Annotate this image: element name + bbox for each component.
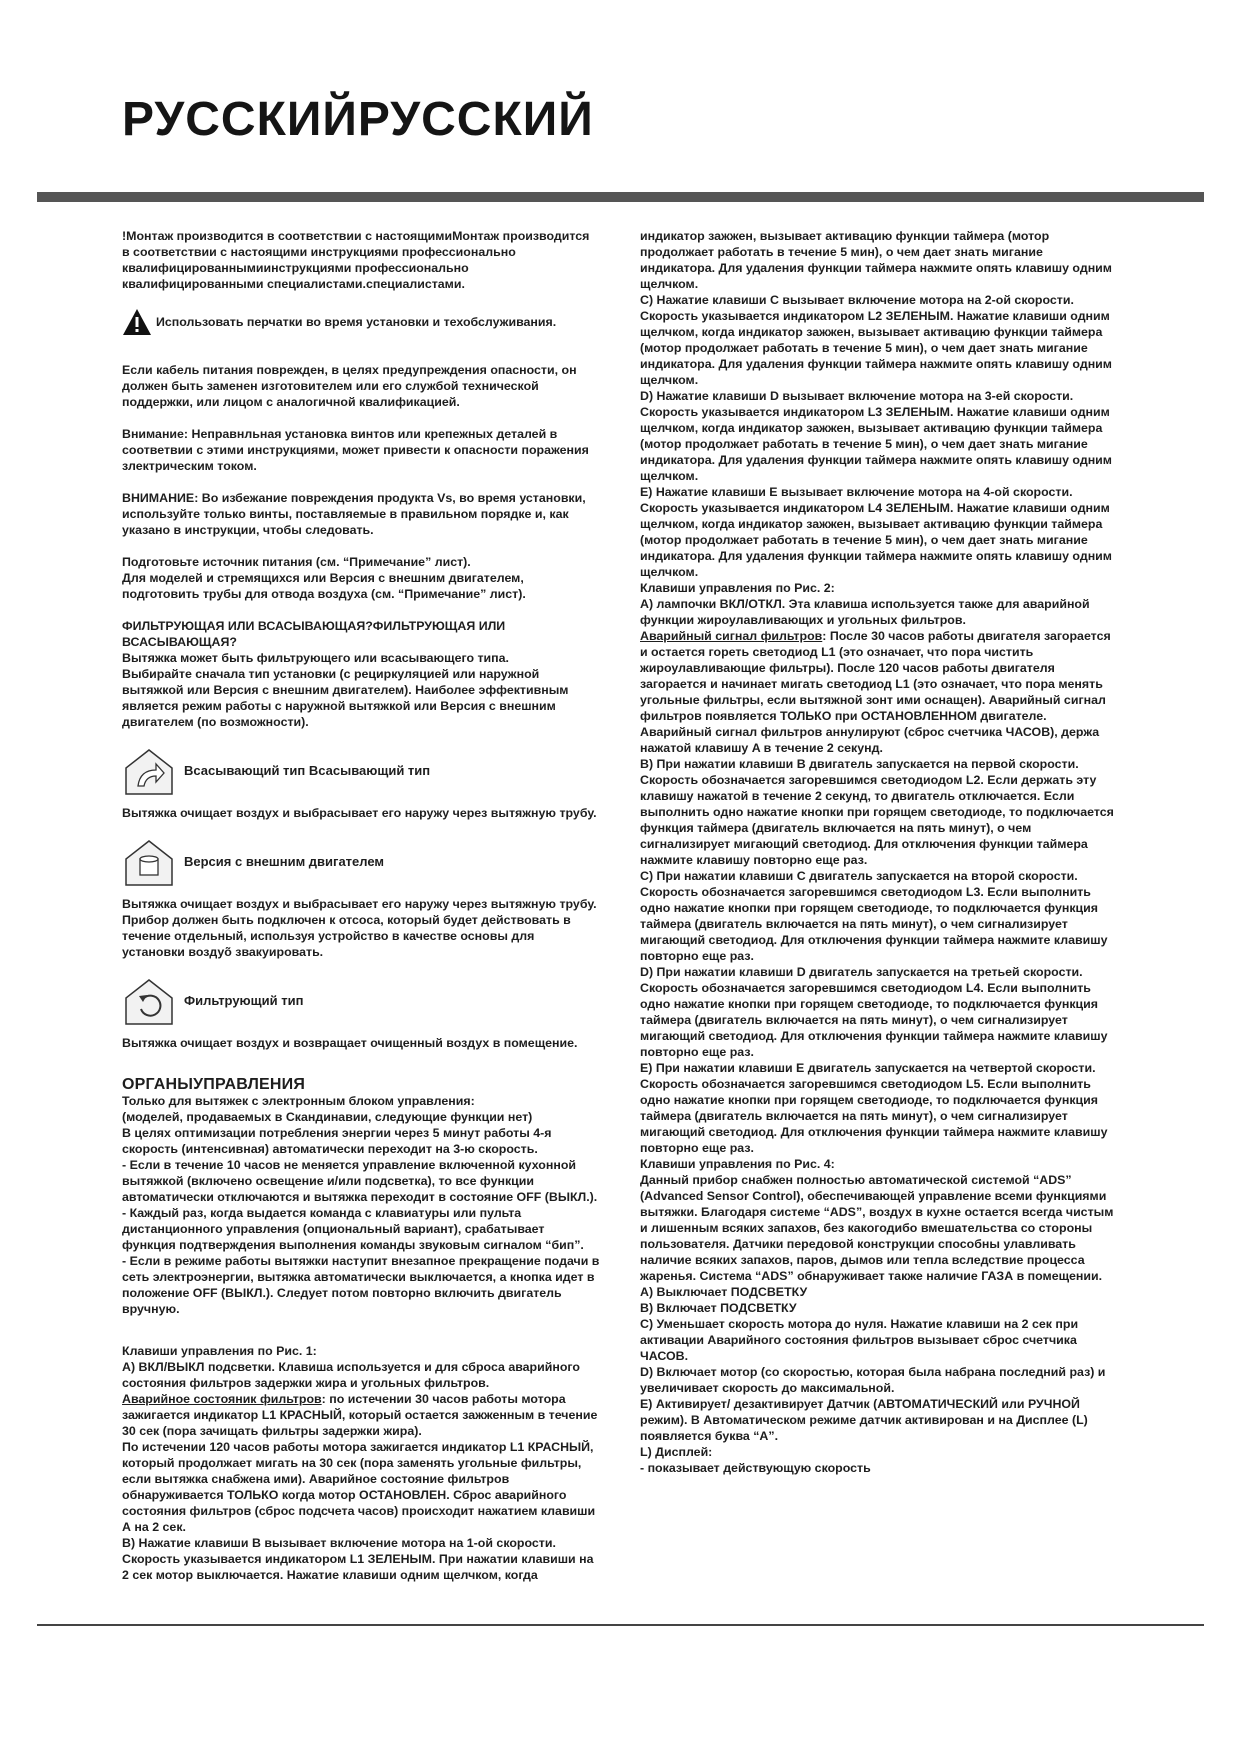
fig4-b-text: Включает ПОДСВЕТКУ [653, 1301, 797, 1315]
fig4-key-a [640, 1284, 1115, 1300]
fig1-heading: Клавиши управления по Рис. 1: [122, 1344, 317, 1358]
controls-10h: - Если в течение 10 часов не меняется управление включенной кухонной вытяжкой (включено освещение и/или подсветка), то все функции автоматически отключаются и вытяжка переходит в состояние OFF (ВЫКЛ.). [122, 1158, 598, 1204]
suction-type-label: Всасывающий тип Всасывающий тип [184, 763, 431, 778]
fig2-key-e [640, 1060, 1115, 1156]
filtering-type-text: Вытяжка очищает воздух и возвращает очищенный воздух в помещение. [122, 1036, 578, 1050]
fig4-a-label: A) [640, 1285, 654, 1299]
controls-power: - Если в режиме работы вытяжки наступит внезапное прекращение подачи в сеть электроэнергии, вытяжка автоматически выключается, а кнопка идет в положение OFF (ВЫКЛ.). Следует потом повторно включить двигатель вручную. [122, 1254, 600, 1316]
fig2-key-c [640, 868, 1115, 964]
fig1-alarm-text: : по истечении 30 часов работы мотора зажигается индикатор L1 КРАСНЫЙ, который остается зажженным в течение 30 сек (пора зачищать фильтры задержки жира). [122, 1392, 598, 1438]
gloves-text: Использовать перчатки во время установки и техобслуживания. [156, 315, 557, 329]
fig1-key-a [122, 1359, 600, 1391]
gloves-warning [122, 308, 600, 336]
suction-type-icon [122, 746, 176, 796]
fig1-b-text: Нажатие клавиши B вызывает включение мотора на 1-ой скорости. Скорость указывается индикатором L1 ЗЕЛЕНЫМ. При нажатии клавиши на 2 сек мотор выключается. Нажатие клавиши одним щелчком, когда [122, 1536, 594, 1582]
fig2-b-label: B) [640, 757, 654, 771]
fig2-alarm-text: : После 30 часов работы двигателя загорается и остается гореть светодиод L1 (это означает, что пора чистить жироулавливающие фильтры). После 120 часов работы двигателя загорается и начинает мигать светодиод L1 (это означает, что пора менять угольные фильтры, если вытяжной зонт ими оснащен). Аварийный сигнал фильтров появляется ТОЛЬКО при ОСТАНОВЛЕННОМ двигателе. Аварийный сигнал фильтров аннулируют (сброс счетчика ЧАСОВ), держа нажатой клавишу A в течение 2 секунд. [640, 629, 1111, 755]
fig4-heading: Клавиши управления по Рис. 4: [640, 1157, 835, 1171]
external-motor-label: Версия с внешним двигателем [184, 854, 385, 869]
external-motor-row [122, 837, 600, 887]
screws-warning-paragraph: Внимание: Неправнльная установка винтов или крепежных деталей в соответвии с этими инструкциями, может привести к опасности поражения злектрическим током. [122, 427, 589, 473]
fig2-heading: Клавиши управления по Рис. 2: [640, 581, 835, 595]
fig2-a-text: лампочки ВКЛ/ОТКЛ. Эта клавиша используется также для аварийной функции жироулавливающих и угольных фильтров. [640, 597, 1090, 627]
header-rule [37, 192, 1204, 202]
external-motor-text: Вытяжка очищает воздух и выбрасывает его наружу через вытяжную трубу. Прибор должен быть подключен к отсоса, который будет действовать в течение отдельный, используя устройство в качестве основы для установки воздуõ звакуировать. [122, 897, 597, 959]
fig4-key-e [640, 1396, 1115, 1444]
cable-paragraph: Если кабель питания поврежден, в целях предупреждения опасности, он должен быть заменен изготовителем или его службой технической поддержки, или лицом с аналогичной квалификацией. [122, 363, 577, 409]
fig1-key-d [640, 388, 1115, 484]
suction-type-text: Вытяжка очищает воздух и выбрасывает его наружу через вытяжную трубу. [122, 806, 597, 820]
footer-rule [37, 1624, 1204, 1626]
fig2-a-label: A) [640, 597, 654, 611]
fig1-b-continuation: индикатор зажжен, вызывает активацию функции таймера (мотор продолжает работать в течение 5 мин), о чем дает знать мигание индикатора. Для удаления функции таймера нажмите опять клавишу одним щелчком. [640, 229, 1112, 291]
power-paragraph-1: Подготовьте источник питания (см. “Примечание” лист). [122, 555, 471, 569]
filter-text-2: Выбирайте сначала тип установки (с рециркуляцией или наружной вытяжкой или Версия с внешним двигателем). Наиболее эффективным является режим работы с наружной вытяжкой или Версия с внешним двигателем (по возможности). [122, 667, 569, 729]
fig2-b-text: При нажатии клавиши B двигатель запускается на первой скорости. Скорость обозначается загоревшимся светодиодом L2. Если держать эту клавишу нажатой в течение 2 секунд, то двигатель отключается. Если выполнить одно нажатие кнопки при горящем светодиоде, то подключается функция таймера (двигатель включается на пять минут), о чем сигнализирует мигающий светодиод. Для отключения функции таймера нажмите клавишу повторно еще раз. [640, 757, 1114, 867]
fig2-d-label: D) [640, 965, 654, 979]
fig4-d-text: Включает мотор (со скоростью, которая была набрана последний раз) и увеличивает скорость до максимальной. [640, 1365, 1106, 1395]
fig1-d-label: D) [640, 389, 654, 403]
page-title: РУССКИЙРУССКИЙ [122, 93, 594, 146]
suction-type-row [122, 746, 600, 796]
fig2-c-label: C) [640, 869, 654, 883]
fig2-e-text: При нажатии клавиши E двигатель запускается на четвертой скорости. Скорость обозначается загоревшимся светодиодом L5. Если выполнить одно нажатие кнопки при горящем светодиоде, то подключается функция таймера (двигатель включается на пять минут), о чем сигнализирует мигающий светодиод. Для отключения функции таймера нажмите клавишу повторно еще раз. [640, 1061, 1108, 1155]
fig1-alarm [122, 1391, 600, 1439]
fig2-key-d [640, 964, 1115, 1060]
fig4-c-label: C) [640, 1317, 654, 1331]
controls-energy: В целях оптимизации потребления энергии через 5 минут работы 4-я скорость (интенсивная) автоматически переходит на 3-ю скорость. [122, 1126, 552, 1156]
fig4-key-c [640, 1316, 1115, 1364]
fig1-d-text: Нажатие клавиши D вызывает включение мотора на 3-ей скорости. Скорость указывается индикатором L3 ЗЕЛЕНЫМ. Нажатие клавиши одним щелчком, когда индикатор зажжен, вызывает активацию функции таймера (мотор продолжает работать в течение 5 мин), о чем дает знать мигание индикатора. Для удаления функции таймера нажмите опять клавишу одним щелчком. [640, 389, 1112, 483]
controls-models: (моделей, продаваемых в Скандинавии, следующие функции нет) [122, 1110, 533, 1124]
fig1-key-c [640, 292, 1115, 388]
fig1-key-e [640, 484, 1115, 580]
fig2-e-label: E) [640, 1061, 653, 1075]
fig4-l-item: - показывает действующую скорость [640, 1461, 871, 1475]
controls-beep: - Каждый раз, когда выдается команда с клавиатуры или пульта дистанционного управления (опциональный вариант), срабатывает функция подтверждения выполнения команды звуковым сигналом “бип”. [122, 1206, 584, 1252]
filtering-type-icon [122, 976, 176, 1026]
controls-heading: ОРГАНЫУПРАВЛЕНИЯ [122, 1076, 306, 1093]
fig2-alarm [640, 628, 1115, 756]
fig4-d-label: D) [640, 1365, 654, 1379]
fig4-l-text: Дисплей: [651, 1445, 713, 1459]
power-paragraph-2: Для моделей и стремящихся или Версия с внешним двигателем, подготовить трубы для отвода воздуха (см. “Примечание” лист). [122, 571, 526, 601]
intro-paragraph: !Монтаж производится в соответствии с настоящимиМонтаж производится в соответствии с настоящими инструкциями профессионально квалифицированнымиинструкциями профессионально квалифицированными специалистами.специалистами. [122, 229, 590, 291]
fig4-c-text: Уменьшает скорость мотора до нуля. Нажатие клавиши на 2 сек при активации Аварийного состояния фильтров вызывает сброс счетчика ЧАСОВ. [640, 1317, 1079, 1363]
fig4-a-text: Выключает ПОДСВЕТКУ [653, 1285, 808, 1299]
fig4-key-d [640, 1364, 1115, 1396]
filter-text-1: Вытяжка может быть фильтрующего или всасывающего типа. [122, 651, 509, 665]
filtering-type-label: Фильтрующий тип [184, 993, 304, 1008]
external-motor-icon [122, 837, 176, 887]
fig1-e-label: E) [640, 485, 653, 499]
fig4-key-l [640, 1444, 1115, 1460]
fig2-c-text: При нажатии клавиши C двигатель запускается на второй скорости. Скорость обозначается загоревшимся светодиодом L3. Если выполнить одно нажатие кнопки при горящем светодиоде, то подключается функция таймера (двигатель включается на пять минут), о чем сигнализирует мигающий светодиод. Для отключения функции таймера нажмите клавишу повторно еще раз. [640, 869, 1108, 963]
fig1-a-label: A) [122, 1360, 136, 1374]
fig1-120h: По истечении 120 часов работы мотора зажигается индикатор L1 КРАСНЫЙ, который продолжает мигать на 30 сек (пора заменять угольные фильтры, если вытяжка снабжена ими). Аварийное состояние фильтров обнаруживается ТОЛЬКО когда мотор ОСТАНОВЛЕН. Сброс аварийного состояния фильтров (сброс подсчета часов) происходит нажатием клавиши А на 2 сек. [122, 1440, 596, 1534]
fig4-e-text: Активирует/ дезактивирует Датчик (АВТОМАТИЧЕСКИЙ или РУЧНОЙ режим). В Автоматическом режиме датчик активирован и на Дисплее (L) появляется буква “A”. [640, 1397, 1088, 1443]
warning-triangle-icon [122, 308, 152, 336]
filter-heading: ФИЛЬТРУЮЩАЯ ИЛИ ВСАСЫВАЮЩАЯ?ФИЛЬТРУЮЩАЯ ИЛИ ВСАСЫВАЮЩАЯ? [122, 619, 506, 649]
controls-only: Только для вытяжек с электронным блоком управления: [122, 1094, 475, 1108]
fig2-key-a [640, 596, 1115, 628]
fig1-a-text: ВКЛ/ВЫКЛ подсветки. Клавиша используется и для сброса аварийного состояния фильтров задержки жира и угольных фильтров. [122, 1360, 580, 1390]
fig1-c-text: Нажатие клавиши C вызывает включение мотора на 2-ой скорости. Скорость указывается индикатором L2 ЗЕЛЕНЫМ. Нажатие клавиши одним щелчком, когда индикатор зажжен, вызывает активацию функции таймера (мотор продолжает работать в течение 5 мин), о чем дает знать мигание индикатора. Для удаления функции таймера нажмите опять клавишу одним щелчком. [640, 293, 1112, 387]
fig2-alarm-label: Аварийный сигнал фильтров [640, 629, 823, 643]
fig4-b-label: B) [640, 1301, 654, 1315]
left-column [122, 228, 600, 1583]
fig1-b-label: B) [122, 1536, 136, 1550]
fig1-e-text: Нажатие клавиши E вызывает включение мотора на 4-ой скорости. Скорость указывается индикатором L4 ЗЕЛЕНЫМ. Нажатие клавиши одним щелчком, когда индикатор зажжен, вызывает активацию функции таймера (мотор продолжает работать в течение 5 мин), о чем дает знать мигание индикатора. Для удаления функции таймера нажмите опять клавишу одним щелчком. [640, 485, 1112, 579]
fig4-text: Данный прибор снабжен полностью автоматической системой “ADS” (Advanced Sensor Control), обеспечивающей управление всеми функциями вытяжки. Благодаря системе “ADS”, воздух в кухне остается всегда чистым и лишенным всяких запахов, без какогодибо вмешательства со стороны пользователя. Датчики передовой конструкции способны улавливать наличие всяких запахов, паров, дымов или тепла вследствие процесса жаренья. Система “ADS” обнаруживает также наличие ГАЗА в помещении. [640, 1173, 1114, 1283]
fig1-key-b [122, 1535, 600, 1583]
fig1-c-label: C) [640, 293, 654, 307]
fig4-key-b [640, 1300, 1115, 1316]
fig2-key-b [640, 756, 1115, 868]
fig4-l-label: L) [640, 1445, 652, 1459]
right-column [640, 228, 1115, 1476]
screws-caps-paragraph: ВНИМАНИЕ: Во избежание повреждения продукта Vs, во время установки, используйте только винты, поставляемые в правильном порядке и, как указано в инструкции, чтобы следовать. [122, 491, 586, 537]
fig2-d-text: При нажатии клавиши D двигатель запускается на третьей скорости. Скорость обозначается загоревшимся светодиодом L4. Если выполнить одно нажатие кнопки при горящем светодиоде, то подключается функция таймера (двигатель включается на пять минут), о чем сигнализирует мигающий светодиод. Для отключения функции таймера нажмите клавишу повторно еще раз. [640, 965, 1108, 1059]
fig4-e-label: E) [640, 1397, 653, 1411]
filtering-type-row [122, 976, 600, 1026]
fig1-alarm-label: Аварийное состояник фильтров [122, 1392, 322, 1406]
